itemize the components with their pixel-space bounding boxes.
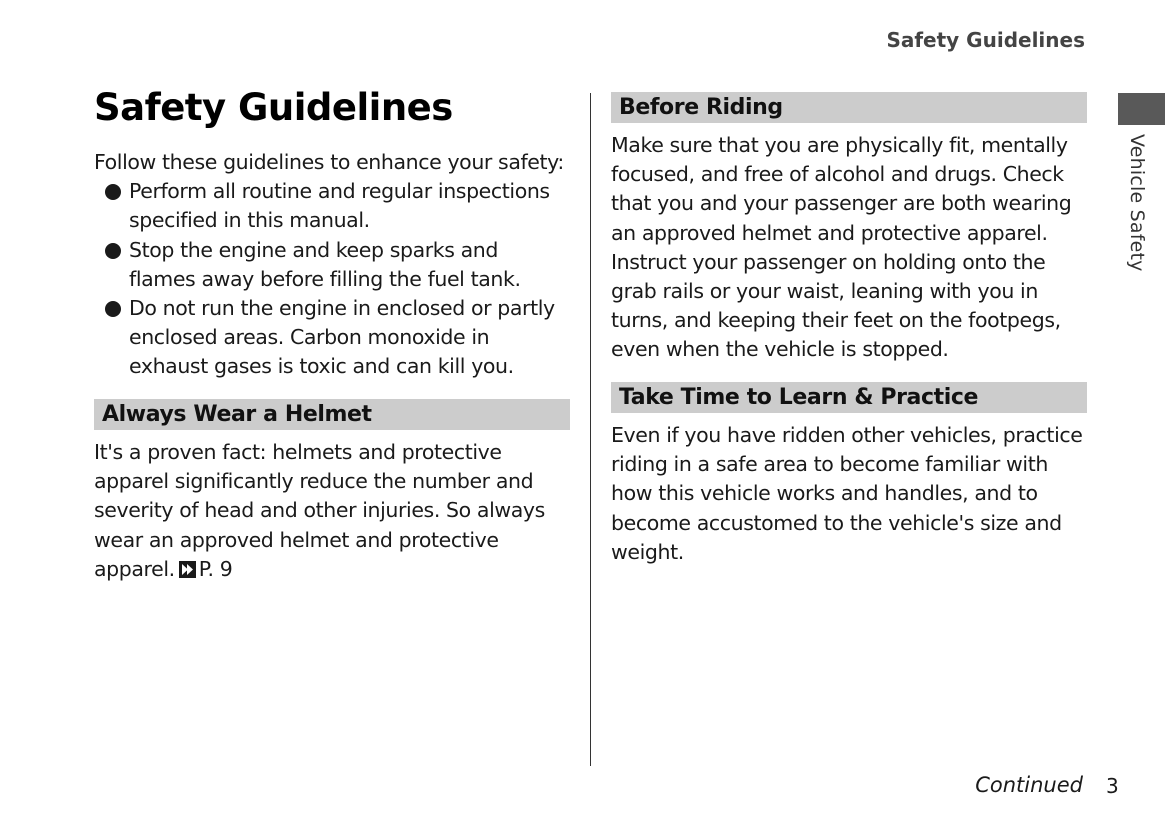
list-item xyxy=(94,177,570,235)
section-tab-label: Vehicle Safety xyxy=(1126,134,1148,272)
list-item xyxy=(94,236,570,294)
bullet-text: Do not run the engine in enclosed or partly enclosed areas. Carbon monoxide in exhaust gases is toxic and can kill you. xyxy=(129,296,555,379)
bullet-text: Stop the engine and keep sparks and flames away before filling the fuel tank. xyxy=(129,237,521,291)
before-riding-heading: Before Riding xyxy=(611,92,1087,123)
list-item xyxy=(94,294,570,382)
page-number: 3 xyxy=(1106,774,1119,798)
bullet-icon xyxy=(105,301,121,317)
intro-text: Follow these guidelines to enhance your safety: xyxy=(94,150,564,174)
column-divider xyxy=(590,93,591,766)
helmet-section-body xyxy=(94,438,570,584)
safety-bullet-list xyxy=(94,177,570,381)
arrow-right-box-icon xyxy=(179,561,196,578)
bullet-text: Perform all routine and regular inspections specified in this manual. xyxy=(129,179,550,233)
bullet-icon xyxy=(105,184,121,200)
continued-label: Continued xyxy=(975,773,1083,797)
before-riding-body: Make sure that you are physically fit, mentally focused, and free of alcohol and drugs. Check that you and your passenger are both wearing an approved helmet and protective apparel. Instruct your passenger on holding onto the grab rails or your waist, leaning with you in turns, and keeping their feet on the footpegs, even when the vehicle is stopped. xyxy=(611,133,1072,362)
helmet-body-text: It's a proven fact: helmets and protective apparel significantly reduce the number and severity of head and other injuries. So always wear an approved helmet and protective apparel. xyxy=(94,440,545,581)
section-tab-marker xyxy=(1118,93,1165,125)
xref-page-link[interactable]: P. 9 xyxy=(198,556,233,581)
helmet-section-heading: Always Wear a Helmet xyxy=(94,399,570,430)
intro-block xyxy=(94,148,570,382)
learn-practice-heading: Take Time to Learn & Practice xyxy=(611,382,1087,413)
learn-practice-body: Even if you have ridden other vehicles, practice riding in a safe area to become familiar with how this vehicle works and handles, and to become accustomed to the vehicle's size and weight. xyxy=(611,423,1083,564)
bullet-icon xyxy=(105,243,121,259)
running-header: Safety Guidelines xyxy=(886,28,1085,52)
page-title: Safety Guidelines xyxy=(94,86,453,129)
